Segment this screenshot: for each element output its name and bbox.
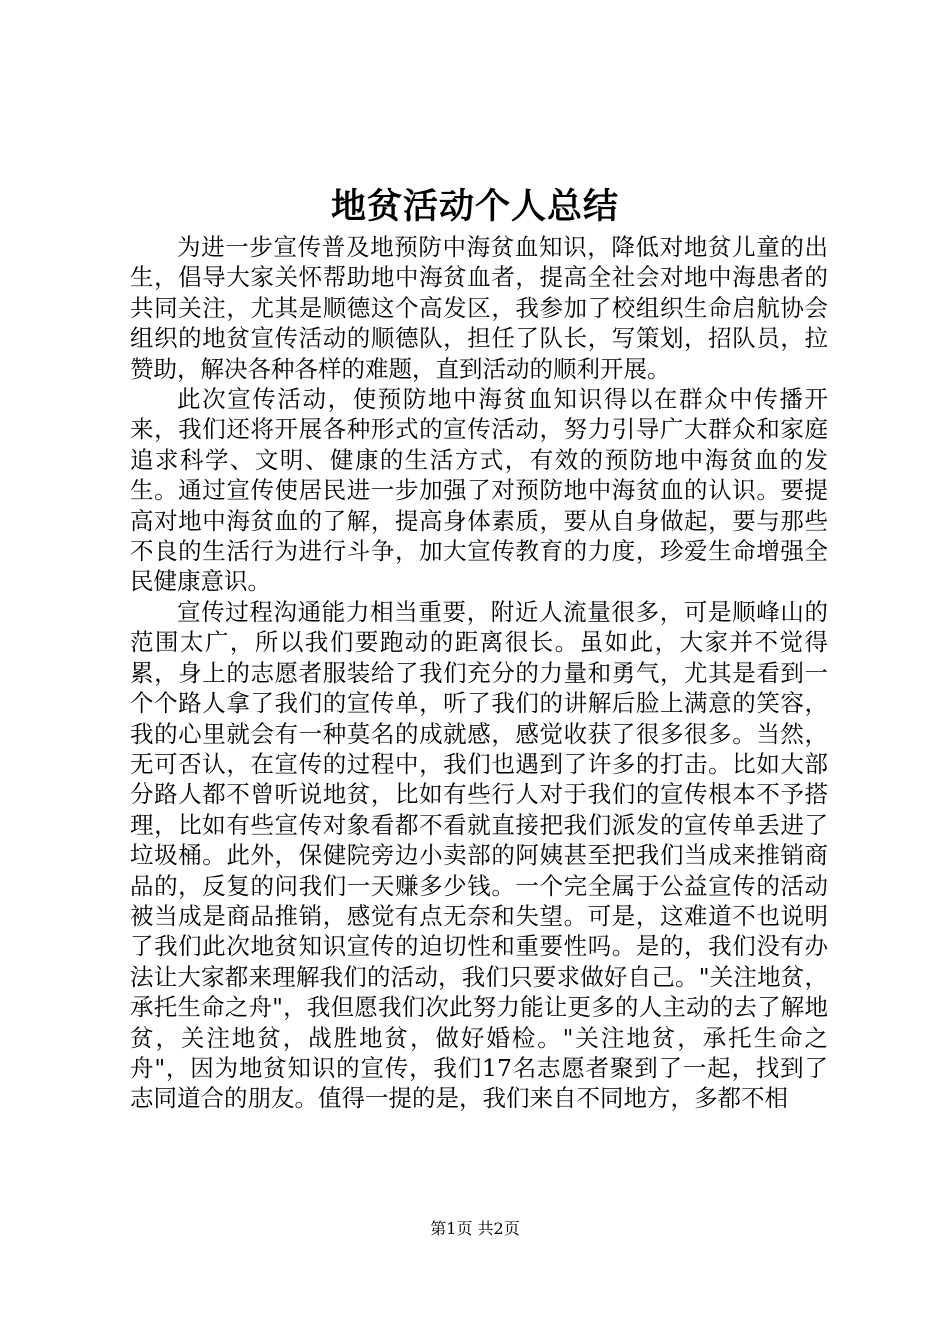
document-body	[130, 232, 828, 1114]
paragraph-1: 为进一步宣传普及地预防中海贫血知识，降低对地贫儿童的出生，倡导大家关怀帮助地中海贫血者，提高全社会对地中海患者的共同关注，尤其是顺德这个高发区，我参加了校组织生命启航协会组织的地贫宣传活动的顺德队，担任了队长，写策划，招队员，拉赞助，解决各种各样的难题，直到活动的顺利开展。	[130, 233, 828, 383]
document-title: 地贫活动个人总结	[330, 186, 619, 227]
page-number-footer: 第1页 共2页	[430, 1219, 520, 1238]
paragraph-3: 宣传过程沟通能力相当重要，附近人流量很多，可是顺峰山的范围太广，所以我们要跑动的距离很长。虽如此，大家并不觉得累，身上的志愿者服装给了我们充分的力量和勇气，尤其是看到一个个路人拿了我们的宣传单，听了我们的讲解后脸上满意的笑容，我的心里就会有一种莫名的成就感，感觉收获了很多很多。当然，无可否认，在宣传的过程中，我们也遇到了许多的打击。比如大部分路人都不曾听说地贫，比如有些行人对于我们的宣传根本不予搭理，比如有些宣传对象看都不看就直接把我们派发的宣传单丢进了垃圾桶。此外，保健院旁边小卖部的阿姨甚至把我们当成来推销商品的，反复的问我们一天赚多少钱。一个完全属于公益宣传的活动被当成是商品推销，感觉有点无奈和失望。可是，这难道不也说明了我们此次地贫知识宣传的迫切性和重要性吗。是的，我们没有办法让大家都来理解我们的活动，我们只要求做好自己。"关注地贫，承托生命之舟"，我但愿我们次此努力能让更多的人主动的去了解地贫，关注地贫，战胜地贫，做好婚检。"关注地贫，承托生命之舟"，因为地贫知识的宣传，我们17名志愿者聚到了一起，找到了志同道合的朋友。值得一提的是，我们来自不同地方，多都不相	[130, 597, 828, 1113]
paragraph-2: 此次宣传活动，使预防地中海贫血知识得以在群众中传播开来，我们还将开展各种形式的宣传活动，努力引导广大群众和家庭追求科学、文明、健康的生活方式，有效的预防地中海贫血的发生。通过宣传使居民进一步加强了对预防地中海贫血的认识。要提高对地中海贫血的了解，提高身体素质，要从自身做起，要与那些不良的生活行为进行斗争，加大宣传教育的力度，珍爱生命增强全民健康意识。	[130, 385, 828, 596]
